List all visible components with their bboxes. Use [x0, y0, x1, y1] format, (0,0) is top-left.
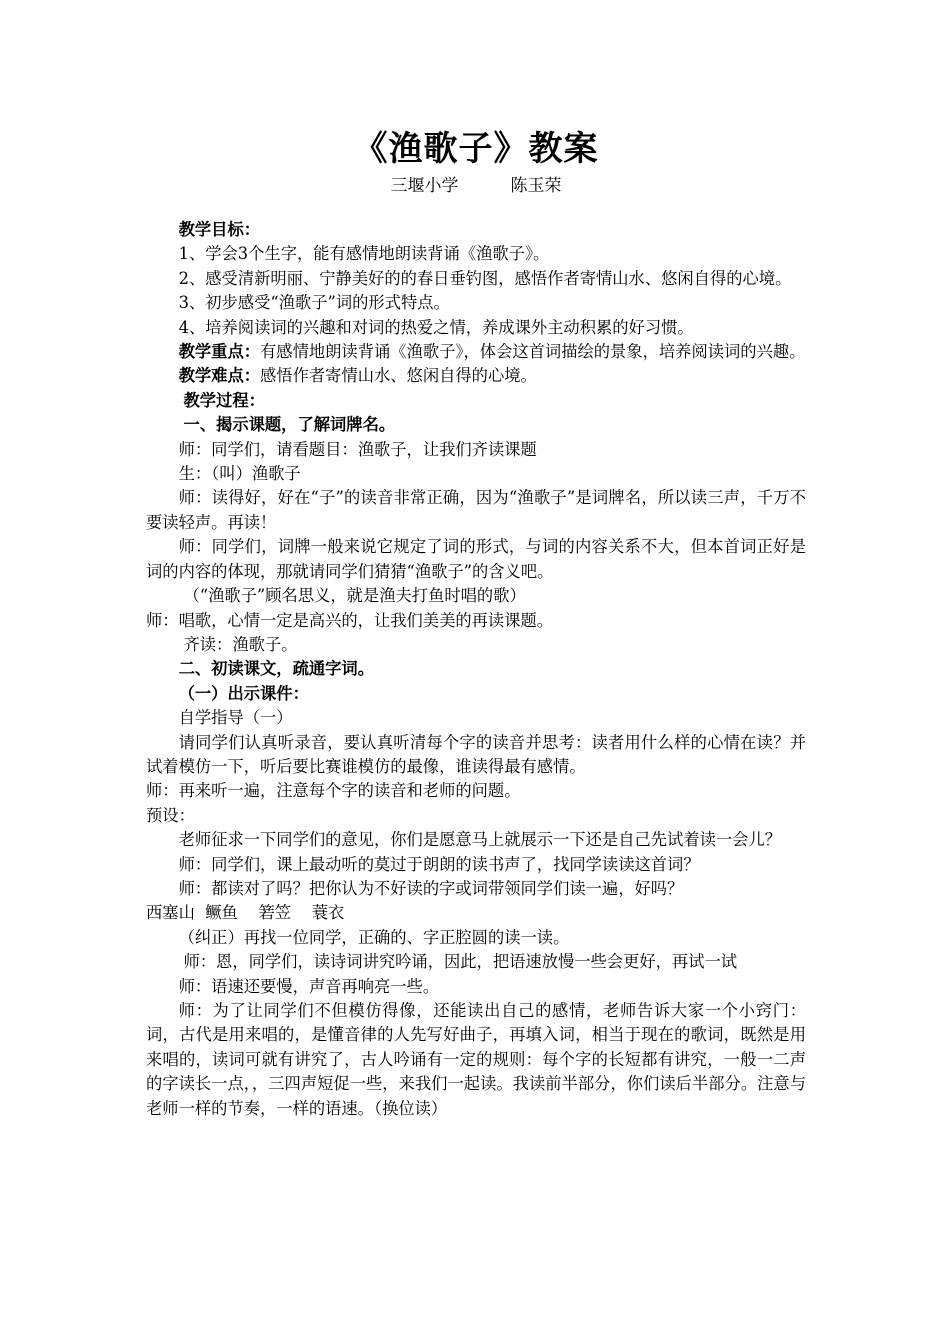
paragraph-label: （一）出示课件：	[178, 683, 309, 703]
paragraph-text: 师：同学们，词牌一般来说它规定了词的形式，与词的内容关系不大，但本首词正好是词的内容的体现，那就请同学们猜猜“渔歌子”的含义吧。	[146, 537, 806, 581]
paragraph	[146, 731, 806, 780]
paragraph-text: 西塞山 鳜鱼 箬笠 蓑衣	[146, 903, 345, 923]
paragraph-text: 感悟作者寄情山水、悠闲自得的心境。	[260, 366, 537, 386]
paragraph-text: 师：同学们，请看题目：渔歌子，让我们齐读课题	[178, 439, 537, 459]
paragraph-text: 3、初步感受“渔歌子”词的形式特点。	[178, 293, 450, 313]
paragraph	[146, 242, 806, 266]
paragraph-text: 师：唱歌，心情一定是高兴的，让我们美美的再读课题。	[146, 610, 554, 630]
paragraph	[146, 486, 806, 535]
school-name: 三堰小学	[390, 176, 459, 196]
paragraph-text: 齐读：渔歌子。	[183, 634, 298, 654]
paragraph	[146, 657, 806, 681]
paragraph-text: 师：语速还要慢，声音再响亮一些。	[178, 976, 440, 996]
paragraph-text: 4、培养阅读词的兴趣和对词的热爱之情，养成课外主动积累的好习惯。	[178, 317, 694, 337]
paragraph	[146, 999, 806, 1121]
paragraph-text: 师：为了让同学们不但模仿得像，还能读出自己的感情，老师告诉大家一个小窍门：词，古代是用来唱的，是懂音律的人先写好曲子，再填入词，相当于现在的歌词，既然是用来唱的，读词可就有讲究了，古人吟诵有一定的规则：每个字的长短都有讲究，一般一二声的字读长一点，，三四声短促一些，来我们一起读。我读前半部分，你们读后半部分。注意与老师一样的节奏，一样的语速。（换位读）	[146, 1001, 806, 1118]
paragraph-text: 老师征求一下同学们的意见，你们是愿意马上就展示一下还是自己先试着读一会儿？	[178, 830, 782, 850]
paragraph	[146, 901, 806, 925]
paragraph-label: 教学难点：	[178, 366, 261, 386]
paragraph-label: 教学目标：	[178, 220, 261, 239]
paragraph-text: 1、学会3个生字，能有感情地朗读背诵《渔歌子》。	[178, 244, 550, 264]
paragraph-label: 教学过程：	[183, 390, 265, 410]
paragraph-text: 师：同学们，课上最动听的莫过于朗朗的读书声了，找同学读读这首词？	[178, 854, 700, 874]
paragraph-text: 师：都读对了吗？把你认为不好读的字或词带领同学们读一遍，好吗？	[178, 878, 684, 898]
paragraph-text: （“渔歌子”顾名思义，就是渔夫打鱼时唱的歌）	[183, 586, 526, 606]
paragraph	[146, 438, 806, 462]
paragraph-label: 教学重点：	[178, 342, 261, 362]
paragraph-label: 一、揭示课题，了解词牌名。	[183, 415, 396, 435]
paragraph	[146, 291, 806, 315]
author-name: 陈玉荣	[510, 176, 562, 196]
paragraph-text: 师：再来听一遍，注意每个字的读音和老师的问题。	[146, 781, 521, 801]
document-page	[146, 126, 806, 1121]
paragraph	[146, 706, 806, 730]
paragraph-text: 师：恩，同学们，读诗词讲究吟诵，因此，把语速放慢一些会更好，再试一试	[183, 952, 738, 972]
paragraph-text: 师：读得好，好在“子”的读音非常正确，因为“渔歌子”是词牌名，所以读三声，千万不要读轻声。再读！	[146, 488, 806, 532]
paragraph	[146, 316, 806, 340]
paragraph	[146, 364, 806, 388]
paragraph	[146, 926, 806, 950]
paragraph	[146, 682, 806, 706]
paragraph	[146, 462, 806, 486]
paragraph	[146, 853, 806, 877]
document-title: 《渔歌子》教案	[353, 129, 599, 169]
body-text	[146, 218, 806, 1121]
paragraph	[146, 413, 806, 437]
paragraph	[146, 779, 806, 803]
paragraph-text: 预设：	[146, 805, 195, 825]
paragraph	[146, 340, 806, 364]
paragraph	[146, 535, 806, 584]
paragraph	[146, 218, 806, 242]
byline	[146, 174, 806, 198]
paragraph	[146, 975, 806, 999]
paragraph-text: 有感情地朗读背诵《渔歌子》，体会这首词描绘的景象，培养阅读词的兴趣。	[260, 342, 806, 362]
paragraph	[146, 950, 806, 974]
paragraph	[146, 804, 806, 828]
paragraph-text: 自学指导（一）	[178, 708, 293, 728]
paragraph	[146, 609, 806, 633]
paragraph-text: 2、感受清新明丽、宁静美好的的春日垂钓图，感悟作者寄情山水、悠闲自得的心境。	[178, 268, 792, 288]
paragraph	[146, 633, 806, 657]
paragraph-text: （纠正）再找一位同学，正确的、字正腔圆的读一读。	[178, 927, 570, 947]
paragraph-text: 请同学们认真听录音，要认真听清每个字的读音并思考：读者用什么样的心情在读？并试着模仿一下，听后要比赛谁模仿的最像，谁读得最有感情。	[146, 732, 806, 776]
paragraph-text: 生：（叫）渔歌子	[178, 464, 301, 484]
paragraph	[146, 389, 806, 413]
paragraph	[146, 584, 806, 608]
paragraph	[146, 267, 806, 291]
paragraph	[146, 828, 806, 852]
paragraph	[146, 877, 806, 901]
paragraph-label: 二、初读课文，疏通字词。	[178, 659, 374, 679]
